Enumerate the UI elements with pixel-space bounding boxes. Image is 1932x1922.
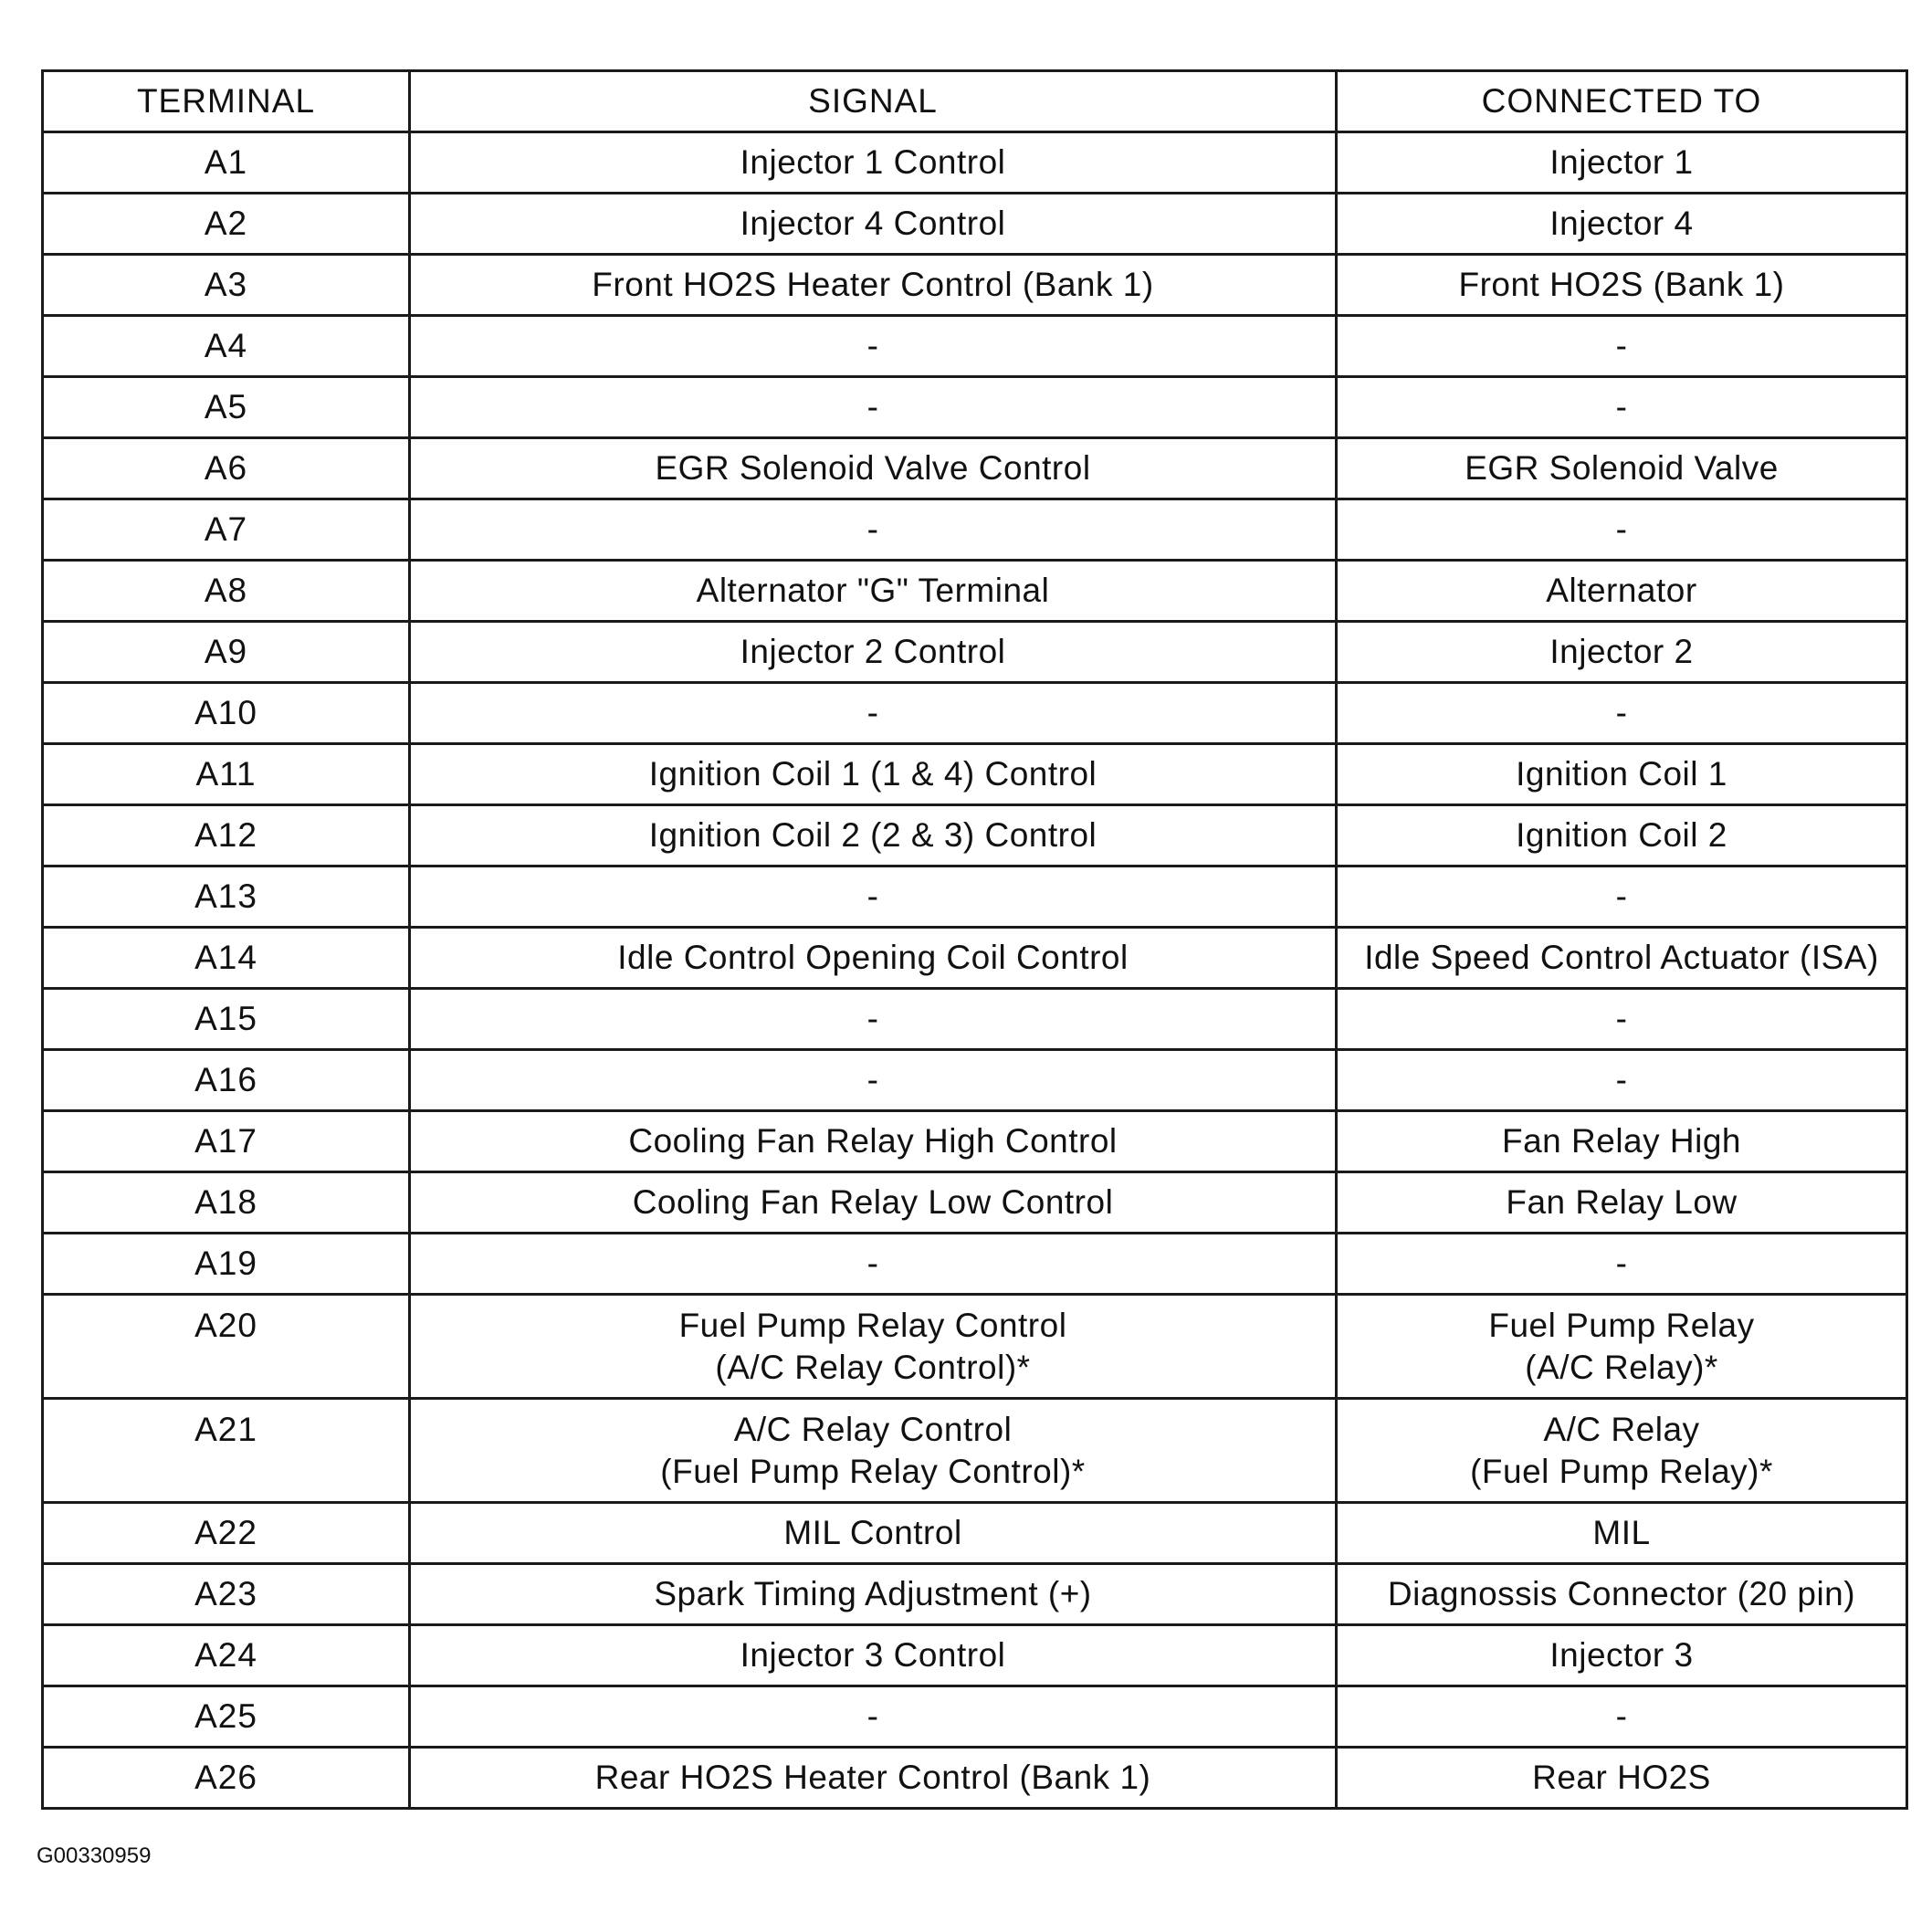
signal-cell: Injector 1 Control — [410, 132, 1337, 194]
connected-to-cell: A/C Relay (Fuel Pump Relay)* — [1337, 1399, 1907, 1503]
terminal-cell: A22 — [43, 1503, 410, 1564]
table-row — [43, 989, 1907, 1050]
table-row — [43, 1111, 1907, 1172]
header-row — [43, 71, 1907, 132]
terminal-cell: A3 — [43, 255, 410, 316]
terminal-cell: A4 — [43, 316, 410, 377]
table-row — [43, 255, 1907, 316]
connected-to-cell: - — [1337, 683, 1907, 744]
connected-to-cell: MIL — [1337, 1503, 1907, 1564]
terminal-cell: A7 — [43, 499, 410, 561]
signal-cell: Injector 4 Control — [410, 194, 1337, 255]
terminal-pinout-table — [41, 69, 1908, 1810]
table-row — [43, 1172, 1907, 1234]
table-row — [43, 194, 1907, 255]
connected-to-cell: EGR Solenoid Valve — [1337, 438, 1907, 499]
signal-cell: Idle Control Opening Coil Control — [410, 928, 1337, 989]
terminal-cell: A21 — [43, 1399, 410, 1503]
connected-to-cell: Idle Speed Control Actuator (ISA) — [1337, 928, 1907, 989]
connected-to-cell: Rear HO2S — [1337, 1748, 1907, 1809]
terminal-cell: A6 — [43, 438, 410, 499]
connected-to-cell: Fuel Pump Relay (A/C Relay)* — [1337, 1295, 1907, 1399]
connected-to-cell: - — [1337, 1686, 1907, 1748]
table-row — [43, 377, 1907, 438]
signal-cell: Cooling Fan Relay Low Control — [410, 1172, 1337, 1234]
terminal-cell: A14 — [43, 928, 410, 989]
table-row — [43, 1295, 1907, 1399]
terminal-cell: A5 — [43, 377, 410, 438]
table-row — [43, 622, 1907, 683]
connected-to-cell: Injector 2 — [1337, 622, 1907, 683]
signal-cell: Injector 3 Control — [410, 1625, 1337, 1686]
connected-to-cell: Ignition Coil 1 — [1337, 744, 1907, 805]
terminal-cell: A13 — [43, 866, 410, 928]
terminal-cell: A10 — [43, 683, 410, 744]
pinout-document — [41, 69, 1906, 1810]
connected-to-cell: Injector 1 — [1337, 132, 1907, 194]
connected-to-cell: Injector 4 — [1337, 194, 1907, 255]
table-row — [43, 1686, 1907, 1748]
table-row — [43, 744, 1907, 805]
terminal-cell: A20 — [43, 1295, 410, 1399]
signal-cell: EGR Solenoid Valve Control — [410, 438, 1337, 499]
signal-cell: Alternator "G" Terminal — [410, 561, 1337, 622]
header-terminal: TERMINAL — [43, 71, 410, 132]
table-row — [43, 928, 1907, 989]
terminal-cell: A1 — [43, 132, 410, 194]
connected-to-cell: - — [1337, 377, 1907, 438]
terminal-cell: A26 — [43, 1748, 410, 1809]
signal-cell: Cooling Fan Relay High Control — [410, 1111, 1337, 1172]
connected-to-cell: - — [1337, 1050, 1907, 1111]
terminal-cell: A8 — [43, 561, 410, 622]
signal-cell: - — [410, 316, 1337, 377]
table-row — [43, 1748, 1907, 1809]
terminal-cell: A23 — [43, 1564, 410, 1625]
signal-cell: Fuel Pump Relay Control (A/C Relay Control)* — [410, 1295, 1337, 1399]
figure-id-label: G00330959 — [37, 1843, 152, 1868]
table-header — [43, 71, 1907, 132]
signal-cell: - — [410, 1686, 1337, 1748]
signal-cell: - — [410, 1050, 1337, 1111]
signal-cell: Injector 2 Control — [410, 622, 1337, 683]
connected-to-cell: - — [1337, 866, 1907, 928]
table-row — [43, 683, 1907, 744]
terminal-cell: A2 — [43, 194, 410, 255]
table-row — [43, 1234, 1907, 1295]
table-row — [43, 132, 1907, 194]
connected-to-cell: Diagnossis Connector (20 pin) — [1337, 1564, 1907, 1625]
signal-cell: - — [410, 866, 1337, 928]
signal-cell: - — [410, 377, 1337, 438]
connected-to-cell: Injector 3 — [1337, 1625, 1907, 1686]
signal-cell: Rear HO2S Heater Control (Bank 1) — [410, 1748, 1337, 1809]
connected-to-cell: Front HO2S (Bank 1) — [1337, 255, 1907, 316]
terminal-cell: A19 — [43, 1234, 410, 1295]
table-row — [43, 561, 1907, 622]
signal-cell: Front HO2S Heater Control (Bank 1) — [410, 255, 1337, 316]
table-row — [43, 499, 1907, 561]
signal-cell: Ignition Coil 1 (1 & 4) Control — [410, 744, 1337, 805]
table-row — [43, 316, 1907, 377]
signal-cell: - — [410, 683, 1337, 744]
connected-to-cell: Fan Relay Low — [1337, 1172, 1907, 1234]
header-connected-to: CONNECTED TO — [1337, 71, 1907, 132]
signal-cell: Ignition Coil 2 (2 & 3) Control — [410, 805, 1337, 866]
terminal-cell: A24 — [43, 1625, 410, 1686]
connected-to-cell: - — [1337, 989, 1907, 1050]
signal-cell: Spark Timing Adjustment (+) — [410, 1564, 1337, 1625]
signal-cell: - — [410, 499, 1337, 561]
table-body — [43, 132, 1907, 1809]
terminal-cell: A17 — [43, 1111, 410, 1172]
terminal-cell: A11 — [43, 744, 410, 805]
connected-to-cell: - — [1337, 316, 1907, 377]
connected-to-cell: Alternator — [1337, 561, 1907, 622]
table-row — [43, 1399, 1907, 1503]
terminal-cell: A15 — [43, 989, 410, 1050]
table-row — [43, 805, 1907, 866]
connected-to-cell: - — [1337, 499, 1907, 561]
signal-cell: - — [410, 1234, 1337, 1295]
terminal-cell: A9 — [43, 622, 410, 683]
connected-to-cell: - — [1337, 1234, 1907, 1295]
header-signal: SIGNAL — [410, 71, 1337, 132]
signal-cell: - — [410, 989, 1337, 1050]
signal-cell: A/C Relay Control (Fuel Pump Relay Control)* — [410, 1399, 1337, 1503]
terminal-cell: A12 — [43, 805, 410, 866]
connected-to-cell: Fan Relay High — [1337, 1111, 1907, 1172]
terminal-cell: A16 — [43, 1050, 410, 1111]
terminal-cell: A18 — [43, 1172, 410, 1234]
terminal-cell: A25 — [43, 1686, 410, 1748]
table-row — [43, 1050, 1907, 1111]
table-row — [43, 1564, 1907, 1625]
table-row — [43, 438, 1907, 499]
table-row — [43, 1503, 1907, 1564]
connected-to-cell: Ignition Coil 2 — [1337, 805, 1907, 866]
table-row — [43, 1625, 1907, 1686]
signal-cell: MIL Control — [410, 1503, 1337, 1564]
table-row — [43, 866, 1907, 928]
